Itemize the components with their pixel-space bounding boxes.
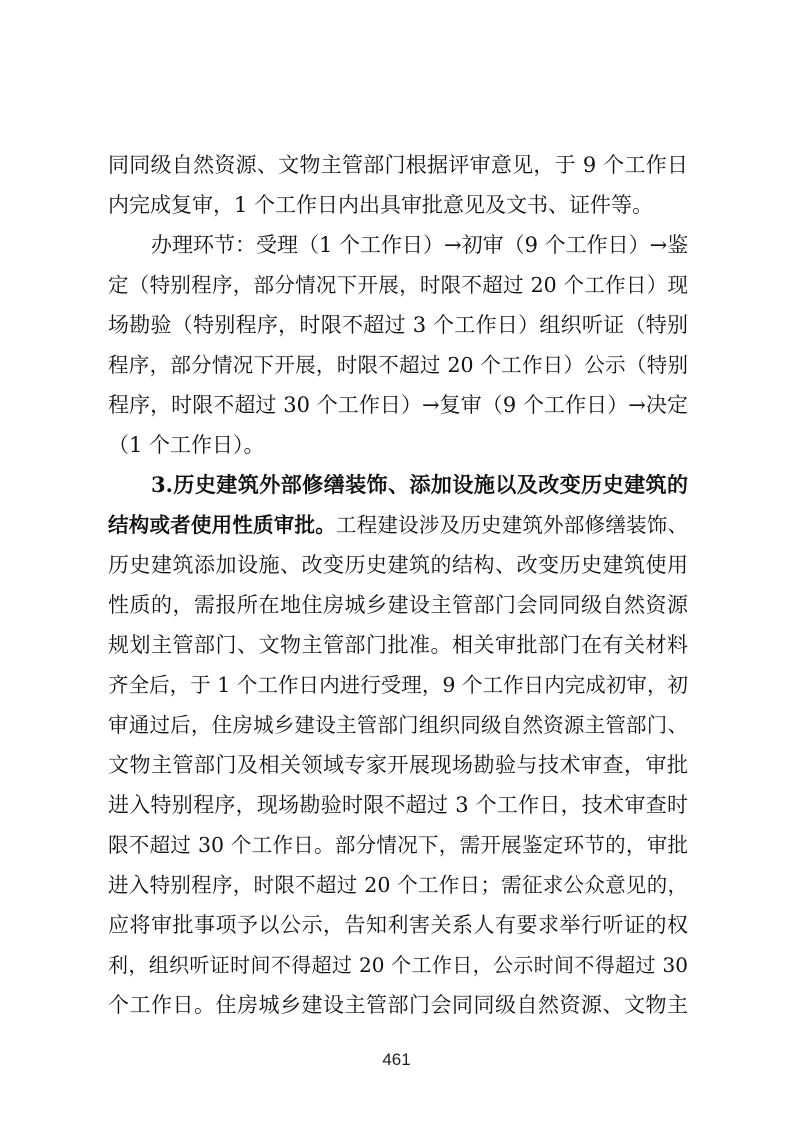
text-line: 进入特别程序，时限不超过 20 个工作日；需征求公众意见的， [108,873,688,897]
text-line: 限不超过 30 个工作日。部分情况下，需开展鉴定环节的，审批 [108,833,688,857]
text-line: 审通过后，住房城乡建设主管部门组织同级自然资源主管部门、 [108,713,688,737]
text-line: 应将审批事项予以公示，告知利害关系人有要求举行听证的权 [108,913,688,937]
text-line: 齐全后，于 1 个工作日内进行受理，9 个工作日内完成初审，初 [108,673,688,697]
text-line: 程序，时限不超过 30 个工作日）→复审（9 个工作日）→决定 [108,393,688,417]
text-line: 利，组织听证时间不得超过 20 个工作日，公示时间不得超过 30 [108,953,688,977]
section-heading-end: 结构或者使用性质审批。 [108,513,336,537]
page-number: 461 [382,1050,411,1069]
text-line: 同同级自然资源、文物主管部门根据评审意见，于 9 个工作日 [108,153,688,177]
text-line: 进入特别程序，现场勘验时限不超过 3 个工作日，技术审查时 [108,793,688,817]
text-line: 历史建筑添加设施、改变历史建筑的结构、改变历史建筑使用 [108,553,688,577]
text-line: 个工作日。住房城乡建设主管部门会同同级自然资源、文物主 [108,993,688,1017]
text-line: 内完成复审，1 个工作日内出具审批意见及文书、证件等。 [108,193,654,217]
section-heading: 3.历史建筑外部修缮装饰、添加设施以及改变历史建筑的 [151,472,688,497]
text-line: 规划主管部门、文物主管部门批准。相关审批部门在有关材料 [108,633,688,657]
text-line: 场勘验（特别程序，时限不超过 3 个工作日）组织听证（特别 [108,313,688,337]
text-line: （1 个工作日）。 [108,433,265,457]
text-line: 性质的，需报所在地住房城乡建设主管部门会同同级自然资源 [108,593,688,617]
text-line: 定（特别程序，部分情况下开展，时限不超过 20 个工作日）现 [108,273,688,297]
text-line: 文物主管部门及相关领域专家开展现场勘验与技术审查，审批 [108,753,688,777]
text-line: 办理环节：受理（1 个工作日）→初审（9 个工作日）→鉴 [151,233,688,257]
text-line [108,505,688,545]
text-line: 程序，部分情况下开展，时限不超过 20 个工作日）公示（特别 [108,353,688,377]
text-run: 工程建设涉及历史建筑外部修缮装饰、 [335,513,688,537]
